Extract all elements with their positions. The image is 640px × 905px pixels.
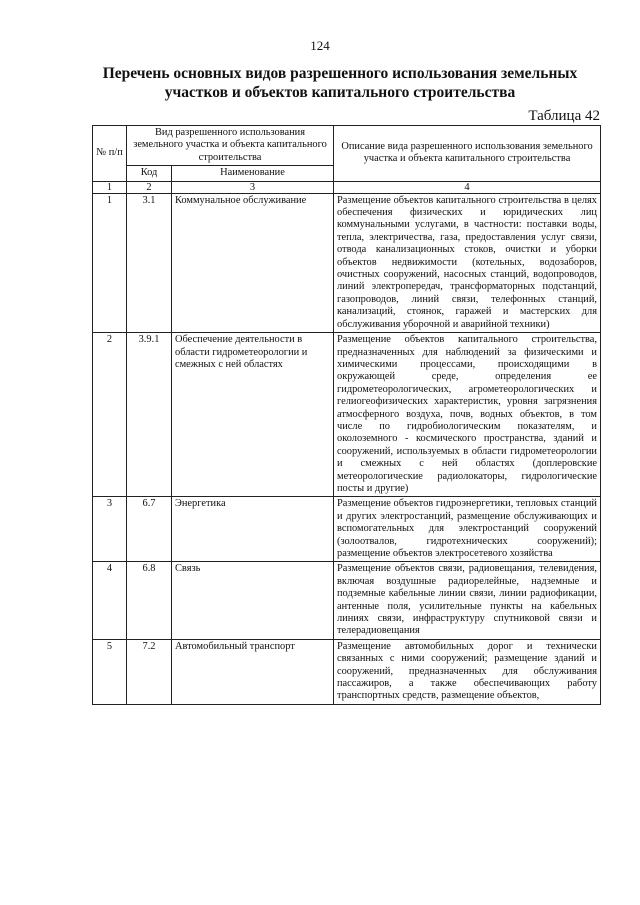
row-description: Размещение объектов капитального строительства, предназначенных для наблюдений за физическими и химическими процессами, происходящими в окружающей среде, определения ее гидрометеорологических, агрометеорологических и гелиогеофизических характеристик, уровня загрязнения атмосферного воздуха, почв, водных объектов, в том числе по гидробиологическим показателям, и околоземного - космического пространства, зданий и сооружений, используемых в области гидрометеорологии и смежных с ней областях (доплеровские метеорологические радиолокаторы, гидрологические посты и другие) [334, 333, 601, 497]
row-number: 1 [93, 193, 127, 332]
column-number: 1 [93, 181, 127, 193]
row-code: 3.1 [127, 193, 172, 332]
header-code: Код [127, 166, 172, 181]
header-description: Описание вида разрешенного использования земельного участка и объекта капитального строительства [334, 126, 601, 182]
row-code: 7.2 [127, 639, 172, 704]
table-label: Таблица 42 [528, 108, 600, 124]
row-description: Размещение объектов капитального строительства в целях обеспечения физических и юридических лиц коммунальными услугами, в частности: поставки воды, тепла, электричества, газа, предоставления услуг связи, отвода канализационных стоков, очистки и уборки объектов недвижимости (котельных, водозаборов, очистных сооружений, насосных станций, водопроводов, линий электропередач, трансформаторных подстанций, газопроводов, линий связи, телефонных станций, канализаций, стоянок, гаражей и мастерских для обслуживания уборочной и аварийной техники) [334, 193, 601, 332]
table-row [93, 639, 601, 704]
header-number: № п/п [93, 126, 127, 182]
row-name: Связь [172, 562, 334, 639]
table-row [93, 497, 601, 562]
row-description: Размещение объектов связи, радиовещания, телевидения, включая воздушные радиорелейные, надземные и подземные кабельные линии связи, линии радиофикации, антенные поля, усилительные пункты на кабельных линиях связи, инфраструктуру спутниковой связи и телерадиовещания [334, 562, 601, 639]
header-use-type-group: Вид разрешенного использования земельного участка и объекта капитального строительства [127, 126, 334, 166]
row-name: Коммунальное обслуживание [172, 193, 334, 332]
row-number: 2 [93, 333, 127, 497]
land-use-table [92, 125, 601, 705]
row-code: 6.7 [127, 497, 172, 562]
row-number: 5 [93, 639, 127, 704]
row-number: 4 [93, 562, 127, 639]
row-name: Обеспечение деятельности в области гидрометеорологии и смежных с ней областях [172, 333, 334, 497]
table-row [93, 562, 601, 639]
header-name: Наименование [172, 166, 334, 181]
column-number: 2 [127, 181, 172, 193]
row-number: 3 [93, 497, 127, 562]
row-code: 6.8 [127, 562, 172, 639]
row-description: Размещение объектов гидроэнергетики, тепловых станций и других электростанций, размещение обслуживающих и вспомогательных для электростанций сооружений (золоотвалов, гидротехнических сооружений); размещение объектов электросетевого хозяйства [334, 497, 601, 562]
row-name: Энергетика [172, 497, 334, 562]
row-description: Размещение автомобильных дорог и технически связанных с ними сооружений; размещение зданий и сооружений, предназначенных для обслуживания пассажиров, а также обеспечивающих работу транспортных средств, размещение объектов, [334, 639, 601, 704]
document-title: Перечень основных видов разрешенного использования земельных участков и объектов капитального строительства [102, 65, 578, 101]
row-name: Автомобильный транспорт [172, 639, 334, 704]
column-number: 4 [334, 181, 601, 193]
row-code: 3.9.1 [127, 333, 172, 497]
column-number: 3 [172, 181, 334, 193]
table-row [93, 333, 601, 497]
page-number: 124 [310, 38, 330, 53]
table-row [93, 193, 601, 332]
